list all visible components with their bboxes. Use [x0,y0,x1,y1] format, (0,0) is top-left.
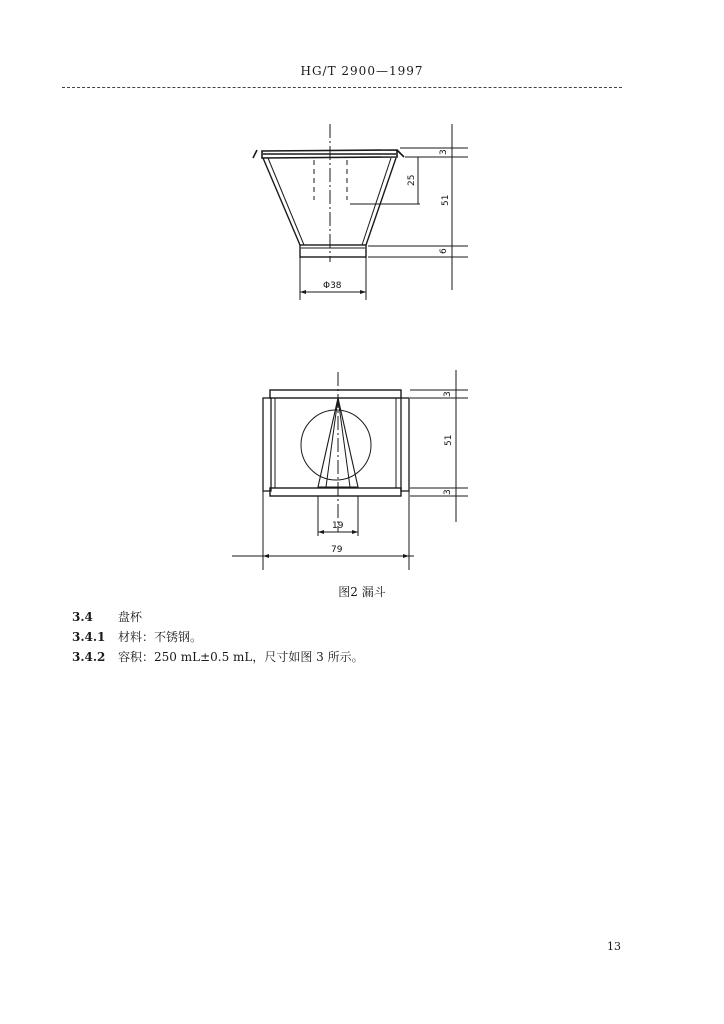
top-dim-bottom-label: 3 [443,489,453,495]
top-dim-total-label: 51 [444,434,454,446]
clause-text: 材料：不锈钢。 [118,630,203,644]
clause-text: 容积：250 mL±0.5 mL，尺寸如图 3 所示。 [118,650,364,664]
figure-caption: 图2 漏斗 [338,585,386,599]
top-dim-inner-label: 19 [332,521,344,531]
clause-3-4-1 [72,628,202,645]
top-dim-top-label: 3 [443,391,453,397]
clause-number: 3.4.2 [72,650,106,664]
dim-total-label: 51 [441,194,451,206]
funnel-neck [300,245,366,257]
top-dim-outer-label: 79 [331,545,343,555]
dim-cone-label: 25 [407,174,417,186]
dim-neck-label: 6 [439,248,449,254]
funnel-rim [253,150,404,158]
clause-number: 3.4.1 [72,630,106,644]
funnel-top-view [232,370,468,570]
funnel-side-view [253,124,468,300]
cone-left-wall [263,158,300,245]
clause-3-4 [72,608,142,625]
dim-diameter-label: Φ38 [323,281,342,291]
clause-3-4-2 [72,648,364,665]
funnel-outlet-circle [301,410,371,480]
dim-top-label: 3 [439,149,449,155]
page-number: 13 [607,940,621,953]
cone-right-wall [366,158,396,245]
clause-number: 3.4 [72,610,93,624]
document-header: HG/T 2900—1997 [300,64,424,78]
clause-text: 盘杯 [118,610,143,624]
